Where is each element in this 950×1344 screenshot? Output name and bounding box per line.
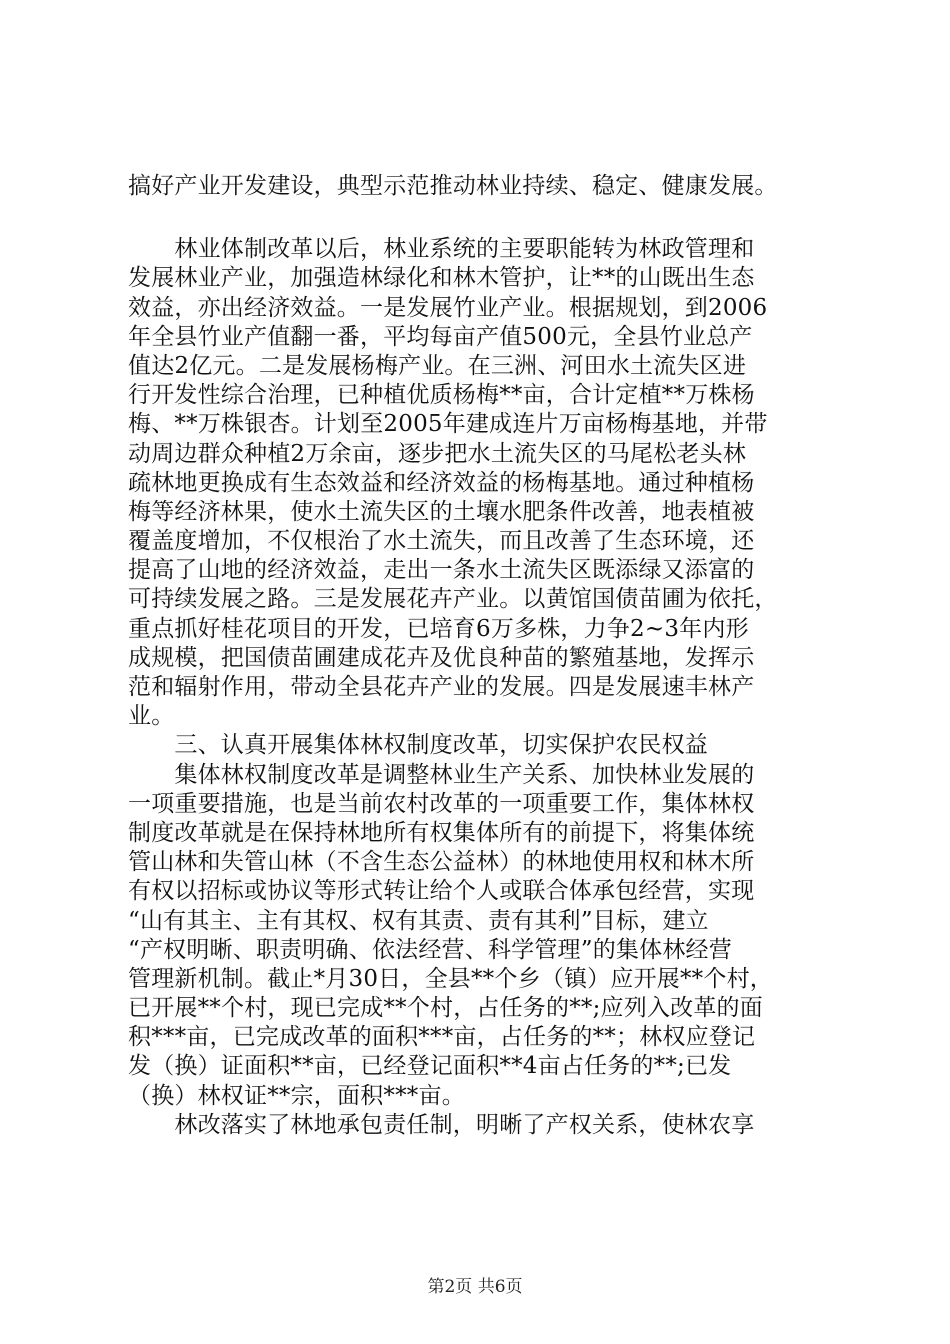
- text-line: 范和辐射作用，带动全县花卉产业的发展。四是发展速丰林产: [128, 674, 755, 700]
- text-line: 成规模，把国债苗圃建成花卉及优良种苗的繁殖基地，发挥示: [128, 644, 755, 671]
- text-line: 发展林业产业，加强造林绿化和林木管护，让**的山既出生态: [128, 265, 755, 292]
- section-heading: 三、认真开展集体林权制度改革，切实保护农民权益: [128, 732, 708, 759]
- text-line: 管理新机制。截止*月30日，全县**个乡（镇）应开展**个村，: [128, 965, 773, 992]
- text-line: 一项重要措施，也是当前农村改革的一项重要工作，集体林权: [128, 790, 755, 817]
- text-line: “山有其主、主有其权、权有其责、责有其利”目标，建立: [128, 907, 709, 934]
- text-line: 重点抓好桂花项目的开发，已培育6万多株，力争2~3年内形: [128, 615, 749, 642]
- text-line: 动周边群众种植2万余亩，逐步把水土流失区的马尾松老头林: [128, 440, 747, 467]
- text-line: 疏林地更换成有生态效益和经济效益的杨梅基地。通过种植杨: [128, 469, 755, 496]
- text-line: 林业体制改革以后，林业系统的主要职能转为林政管理和: [128, 236, 755, 263]
- text-line: 效益，亦出经济效益。一是发展竹业产业。根据规划，到2006: [128, 294, 768, 321]
- text-line: 发（换）证面积**亩，已经登记面积**4亩占任务的**;已发: [128, 1053, 732, 1080]
- text-line: 林改落实了林地承包责任制，明晰了产权关系，使林农享: [128, 1111, 755, 1138]
- text-line: 已开展**个村，现已完成**个村，占任务的**;应列入改革的面: [128, 995, 763, 1022]
- text-line: “产权明晰、职责明确、依法经营、科学管理”的集体林经营: [128, 936, 732, 963]
- text-line: 年全县竹业产值翻一番，平均每亩产值500元，全县竹业总产: [128, 323, 753, 350]
- text-line: （换）林权证**宗，面积***亩。: [128, 1082, 465, 1109]
- page-footer: 第2页 共6页: [427, 1277, 523, 1297]
- blank-line: [128, 201, 844, 235]
- text-line: 值达2亿元。二是发展杨梅产业。在三洲、河田水土流失区进: [128, 352, 747, 379]
- text-line: 覆盖度增加，不仅根治了水土流失，而且改善了生态环境，还: [128, 528, 755, 555]
- text-line: 梅、**万株银杏。计划至2005年建成连片万亩杨梅基地，并带: [128, 411, 768, 438]
- body-text: [128, 172, 844, 1140]
- text-line: 梅等经济林果，使水土流失区的土壤水肥条件改善，地表植被: [128, 498, 755, 525]
- text-line: 搞好产业开发建设，典型示范推动林业持续、稳定、健康发展。: [128, 173, 778, 199]
- text-line: 提高了山地的经济效益，走出一条水土流失区既添绿又添富的: [128, 557, 755, 584]
- text-line: 管山林和失管山林（不含生态公益林）的林地使用权和林木所: [128, 849, 755, 876]
- text-line: 有权以招标或协议等形式转让给个人或联合体承包经营，实现: [128, 878, 755, 905]
- text-line: 可持续发展之路。三是发展花卉产业。以黄馆国债苗圃为依托，: [128, 586, 778, 613]
- text-line: 集体林权制度改革是调整林业生产关系、加快林业发展的: [128, 761, 755, 788]
- text-line: 业。: [128, 703, 175, 730]
- text-line: 行开发性综合治理，已种植优质杨梅**亩，合计定植**万株杨: [128, 382, 755, 409]
- text-line: 制度改革就是在保持林地所有权集体所有的前提下，将集体统: [128, 819, 755, 846]
- text-line: 积***亩，已完成改革的面积***亩，占任务的**；林权应登记: [128, 1024, 756, 1051]
